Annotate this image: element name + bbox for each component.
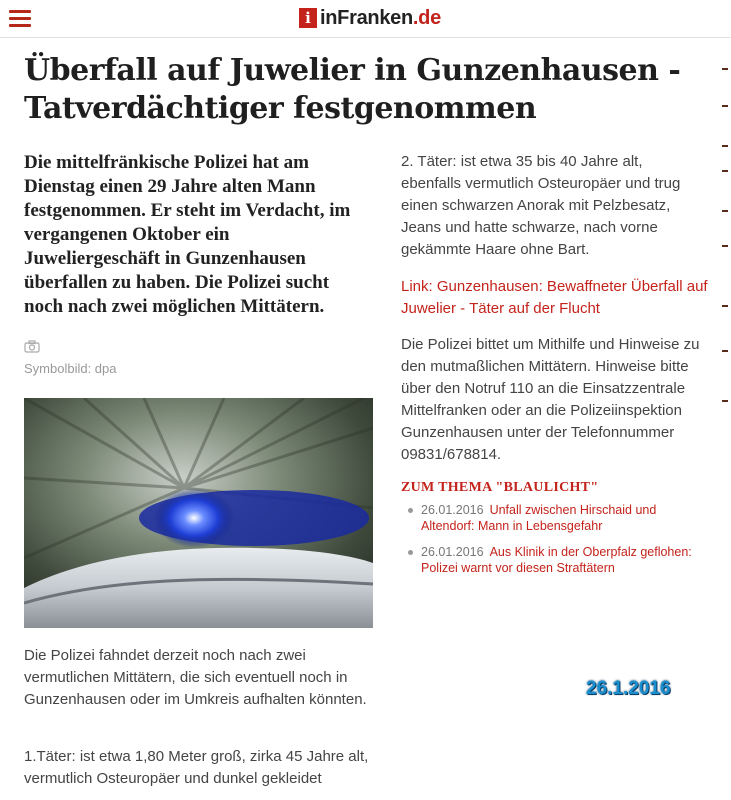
logo-mark: i (299, 8, 317, 28)
thema-item-date: 26.01.2016 (421, 503, 484, 517)
thema-item[interactable] (408, 502, 708, 534)
article-title: Überfall auf Juwelier in Gunzenhausen - Tatverdächtiger festgenommen (24, 53, 681, 126)
thema-item-title: Aus Klinik in der Oberpfalz geflohen: Polizei warnt vor diesen Straftätern (421, 545, 692, 575)
related-article-link[interactable]: Link: Gunzenhausen: Bewaffneter Überfall auf Juwelier - Täter auf der Flucht (401, 278, 708, 317)
logo-wordmark (320, 7, 441, 30)
camera-icon (24, 340, 40, 353)
top-bar (0, 0, 731, 38)
site-logo[interactable] (299, 7, 441, 29)
thema-item[interactable] (408, 544, 708, 576)
right-column (401, 151, 701, 261)
thema-list (408, 502, 708, 586)
photo-caption: Die Polizei fahndet derzeit noch nach zwei vermutlichen Mittätern, die sich eventuell noch in Gunzenhausen oder im Umkreis aufhalten könnten. (24, 647, 367, 708)
date-stamp-overlay: 26.1.2016 (586, 678, 671, 699)
thema-heading: ZUM THEMA "BLAULICHT" (401, 480, 599, 495)
logo-tld: .de (412, 6, 441, 29)
article-lead: Die mittelfränkische Polizei hat am Dienstag einen 29 Jahre alten Mann festgenommen. Er steht im Verdacht, im vergangenen Oktober ein Juweliergeschäft in Gunzenhausen überfallen zu haben. Die Polizei sucht noch nach zwei möglichen Mittätern. (24, 152, 351, 317)
hamburger-icon[interactable] (9, 10, 31, 27)
article-photo (24, 398, 373, 628)
image-credit: Symbolbild: dpa (24, 361, 117, 376)
logo-name: inFranken (320, 6, 413, 29)
article-body-suspect-2: 2. Täter: ist etwa 35 bis 40 Jahre alt, ebenfalls vermutlich Osteuropäer und trug einen schwarzen Anorak mit Pelzbesatz, Jeans und hatte schwarze, nach vorne gekämmte Haare ohne Bart. (401, 153, 681, 258)
article-body-suspect-1: 1.Täter: ist etwa 1,80 Meter groß, zirka 45 Jahre alt, vermutlich Osteuropäer und dunkel gekleidet (24, 748, 369, 787)
police-car-blue-light-image (24, 398, 373, 628)
thema-item-date: 26.01.2016 (421, 545, 484, 559)
article-body-appeal: Die Polizei bittet um Mithilfe und Hinweise zu den mutmaßlichen Mittätern. Hinweise bitte über den Notruf 110 an die Einsatzzentrale Mittelfranken oder an die Polizeiinspektion Gunzenhausen unter der Telefonnummer 09831/678814. (401, 336, 700, 463)
thema-item-title: Unfall zwischen Hirschaid und Altendorf: Mann in Lebensgefahr (421, 503, 657, 533)
